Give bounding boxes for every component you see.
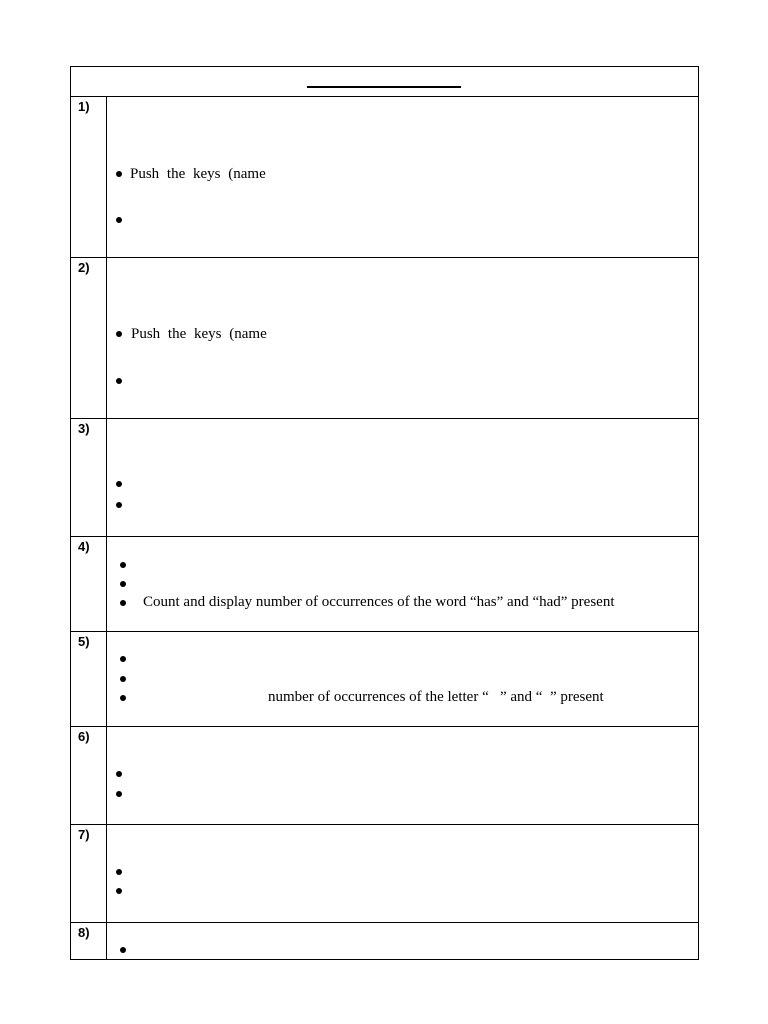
- bullet-icon: [116, 869, 122, 875]
- row-divider: [71, 726, 698, 727]
- row-divider: [71, 257, 698, 258]
- row-number: 4): [78, 539, 90, 554]
- bullet-icon: [116, 771, 122, 777]
- bullet-icon: [116, 888, 122, 894]
- title-underline: [307, 86, 461, 88]
- bullet-icon: [116, 378, 122, 384]
- row-divider: [71, 418, 698, 419]
- row-number: 1): [78, 99, 90, 114]
- bullet-icon: [120, 656, 126, 662]
- row-divider: [71, 922, 698, 923]
- table-header-row: [71, 67, 698, 97]
- number-column-divider: [106, 96, 107, 960]
- bullet-icon: [120, 676, 126, 682]
- row-divider: [71, 631, 698, 632]
- row-number: 6): [78, 729, 90, 744]
- bullet-text: Count and display number of occurrences of the word “has” and “had” present: [143, 594, 615, 610]
- row-divider: [71, 536, 698, 537]
- bullet-text: Push the keys (name: [131, 326, 267, 342]
- bullet-icon: [120, 947, 126, 953]
- bullet-icon: [116, 502, 122, 508]
- bullet-icon: [120, 695, 126, 701]
- row-divider: [71, 824, 698, 825]
- document-table: [70, 66, 699, 960]
- bullet-icon: [116, 331, 122, 337]
- bullet-text: Push the keys (name: [130, 166, 266, 182]
- bullet-icon: [116, 171, 122, 177]
- row-number: 3): [78, 421, 90, 436]
- bullet-icon: [116, 217, 122, 223]
- row-number: 8): [78, 925, 90, 940]
- bullet-icon: [120, 562, 126, 568]
- bullet-text: number of occurrences of the letter “ ” and “ ” present: [268, 689, 604, 705]
- row-number: 2): [78, 260, 90, 275]
- bullet-icon: [120, 600, 126, 606]
- bullet-icon: [120, 581, 126, 587]
- bullet-icon: [116, 791, 122, 797]
- row-number: 7): [78, 827, 90, 842]
- row-number: 5): [78, 634, 90, 649]
- bullet-icon: [116, 481, 122, 487]
